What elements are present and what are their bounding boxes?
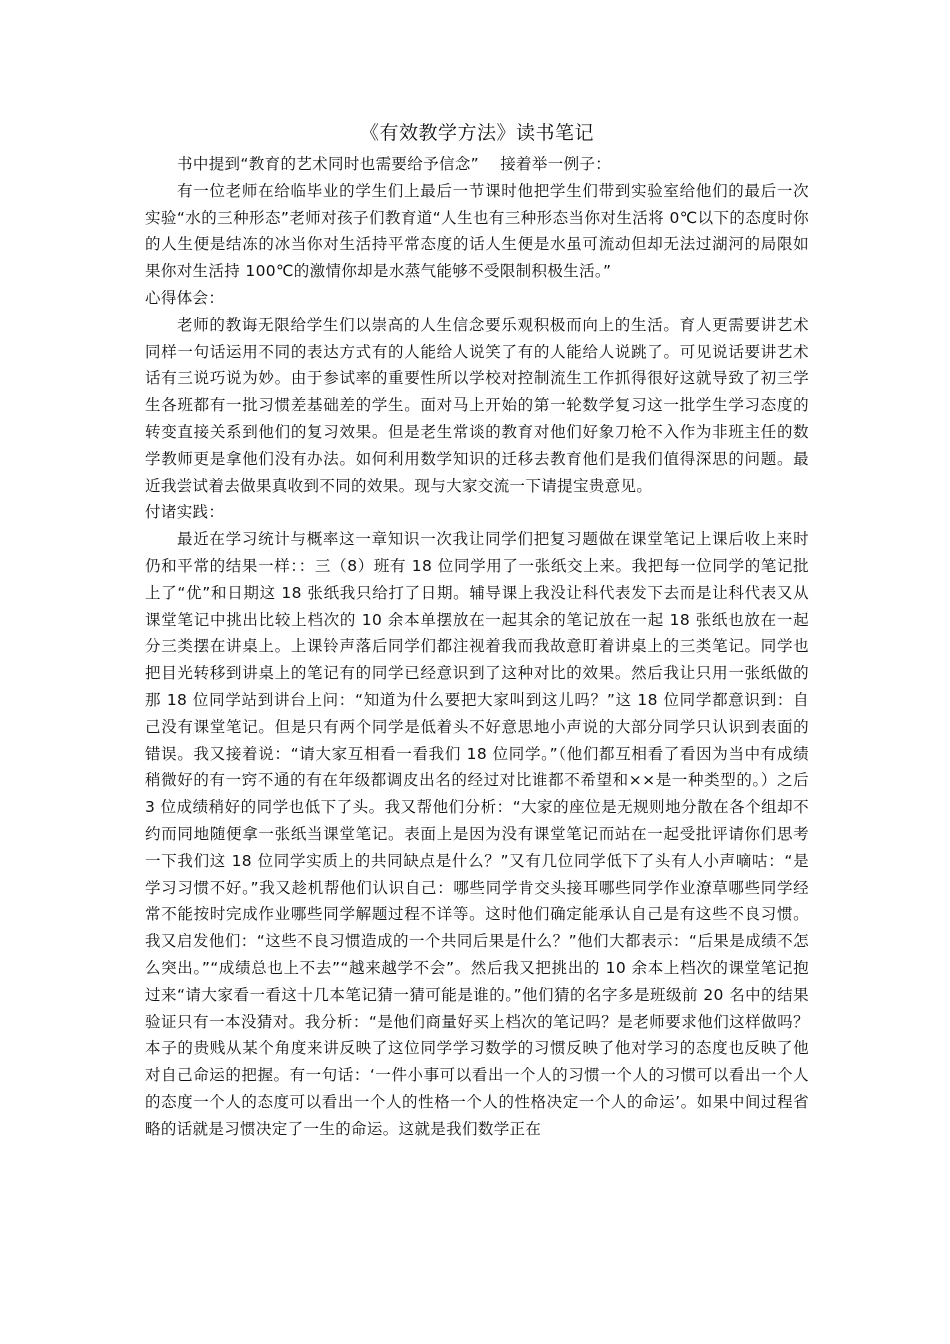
heading-reflection: 心得体会： [145, 288, 225, 307]
paragraph-intro: 书中提到“教育的艺术同时也需要给予信念” 接着举一例子： [177, 155, 612, 173]
document-page [145, 118, 809, 1142]
paragraph-reflection: 老师的教诲无限给学生们以崇高的人生信念要乐观积极而向上的生活。育人更需要讲艺术同样一句话运用不同的表达方式有的人能给人说笑了有的人能给人说跳了。可见说话要讲艺术话有三说巧说为妙。由于参试率的重要性所以学校对控制流生工作抓得很好这就导致了初三学生各班都有一批习惯差基础差的学生。面对马上开始的第一轮数学复习这一批学生学习态度的转变直接关系到他们的复习效果。但是老生常谈的教育对他们好象刀枪不入作为非班主任的数学教师更是拿他们没有办法。如何利用数学知识的迁移去教育他们是我们值得深思的问题。最近我尝试着去做果真收到不同的效果。现与大家交流一下请提宝贵意见。 [145, 315, 809, 495]
heading-practice: 付诸实践： [145, 503, 225, 522]
document-title: 《有效教学方法》读书笔记 [359, 122, 594, 144]
paragraph-story: 有一位老师在给临毕业的学生们上最后一节课时他把学生们带到实验室给他们的最后一次实验“水的三种形态”老师对孩子们教育道“人生也有三种形态当你对生活将 0℃以下的态度时你的人生便是结冻的冰当你对生活持平常态度的话人生便是水虽可流动但却无法过湖河的局限如果你对生活持 100℃的激情你却是水蒸气能够不受限制积极生活。” [145, 181, 809, 281]
paragraph-practice: 最近在学习统计与概率这一章知识一次我让同学们把复习题做在课堂笔记上课后收上来时仍和平常的结果一样：：三（8）班有 18 位同学用了一张纸交上来。我把每一位同学的笔记批上了“优”和日期这 18 张纸我只给打了日期。辅导课上我没让科代表发下去而是让科代表又从课堂笔记中挑出比较上档次的 10 余本单摆放在一起其余的笔记放在一起 18 张纸也放在一起分三类摆在讲桌上。上课铃声落后同学们都注视着我而我故意盯着讲桌上的三类笔记。同学也把目光转移到讲桌上的笔记有的同学已经意识到了这种对比的效果。然后我让只用一张纸做的那 18 位同学站到讲台上问：“知道为什么要把大家叫到这儿吗？”这 18 位同学都意识到：自己没有课堂笔记。但是只有两个同学是低着头不好意思地小声说的大部分同学只认识到表面的错误。我又接着说：“请大家互相看一看我们 18 位同学。”（他们都互相看了看因为当中有成绩稍微好的有一窍不通的有在年级都调皮出名的经过对比谁都不希望和××是一种类型的。）之后 3 位成绩稍好的同学也低下了头。我又帮他们分析：“大家的座位是无规则地分散在各个组却不约而同地随便拿一张纸当课堂笔记。表面上是因为没有课堂笔记而站在一起受批评请你们思考一下我们这 18 位同学实质上的共同缺点是什么？”又有几位同学低下了头有人小声嘀咕：“是学习习惯不好。”我又趁机帮他们认识自己：哪些同学肯交头接耳哪些同学作业潦草哪些同学经常不能按时完成作业哪些同学解题过程不详等。这时他们确定能承认自己是有这些不良习惯。我又启发他们：“这些不良习惯造成的一个共同后果是什么？”他们大都表示：“后果是成绩不怎么突出。”“成绩总也上不去”“越来越学不会”。然后我又把挑出的 10 余本上档次的课堂笔记抱过来“请大家看一看这十几本笔记猜一猜可能是谁的。”他们猜的名字多是班级前 20 名中的结果验证只有一本没猜对。我分析：“是他们商量好买上档次的笔记吗？是老师要求他们这样做吗？本子的贵贱从某个角度来讲反映了这位同学学习数学的习惯反映了他对学习的态度也反映了他对自己命运的把握。有一句话：‘一件小事可以看出一个人的习惯一个人的习惯可以看出一个人的态度一个人的态度可以看出一个人的性格一个人的性格决定一个人的命运’。如果中间过程省略的话就是习惯决定了一生的命运。这就是我们数学正在 [145, 530, 809, 1138]
